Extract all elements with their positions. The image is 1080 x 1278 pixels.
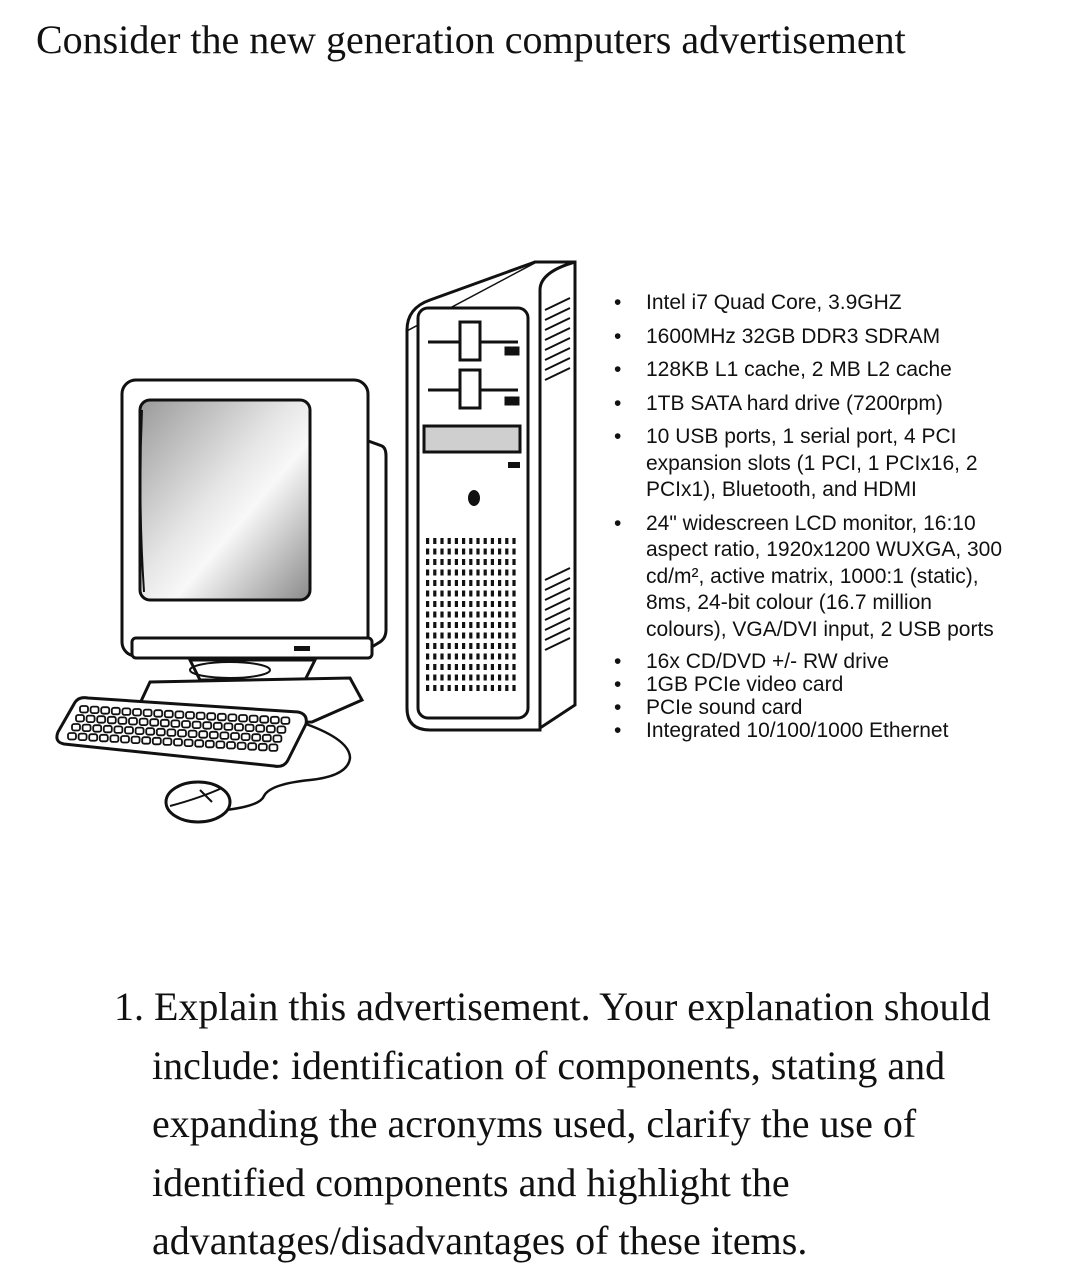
vent-slot xyxy=(476,580,479,586)
vent-slot xyxy=(469,601,472,607)
vent-slot xyxy=(505,685,508,691)
vent-slot xyxy=(455,580,458,586)
spec-item xyxy=(604,424,1004,504)
vent-slot xyxy=(426,675,429,681)
spec-text: Integrated 10/100/1000 Ethernet xyxy=(646,719,949,742)
vent-slot xyxy=(476,664,479,670)
vent-slot xyxy=(462,538,465,544)
vent-slot xyxy=(498,591,501,597)
spec-item xyxy=(604,290,1004,317)
vent-slot xyxy=(491,633,494,639)
vent-slot xyxy=(512,643,515,649)
vent-slot xyxy=(498,612,501,618)
vent-slot xyxy=(484,654,487,660)
vent-slot xyxy=(498,549,501,555)
vent-slot xyxy=(491,538,494,544)
vent-slot xyxy=(462,643,465,649)
vent-slot xyxy=(455,633,458,639)
vent-slot xyxy=(484,570,487,576)
vent-slot xyxy=(440,580,443,586)
vent-slot xyxy=(512,675,515,681)
vent-slot xyxy=(491,580,494,586)
question-body: Explain this advertisement. Your explanation should include: identification of components, stating and expanding the acronyms used, clarify the use of identified components and highlight the advantages/disadvantages of these items. xyxy=(152,984,991,1263)
vent-slot xyxy=(448,675,451,681)
vent-slot xyxy=(426,601,429,607)
vent-slot xyxy=(512,633,515,639)
vent-slot xyxy=(498,580,501,586)
vent-slot xyxy=(469,570,472,576)
vent-slot xyxy=(448,570,451,576)
vent-slot xyxy=(469,643,472,649)
vent-slot xyxy=(462,685,465,691)
vent-slot xyxy=(491,570,494,576)
spec-text: 1GB PCIe video card xyxy=(646,673,844,696)
vent-slot xyxy=(455,570,458,576)
vent-slot xyxy=(512,685,515,691)
vent-slot xyxy=(512,591,515,597)
vent-slot xyxy=(426,591,429,597)
vent-slot xyxy=(455,612,458,618)
vent-slot xyxy=(426,538,429,544)
vent-slot xyxy=(505,622,508,628)
vent-slot xyxy=(476,570,479,576)
vent-slot xyxy=(484,538,487,544)
spec-text: 128KB L1 cache, 2 MB L2 cache xyxy=(646,358,952,381)
vent-slot xyxy=(469,538,472,544)
vent-slot xyxy=(448,591,451,597)
page-heading: Consider the new generation computers advertisement xyxy=(36,17,906,62)
vent-slot xyxy=(426,570,429,576)
vent-slot xyxy=(448,559,451,565)
vent-slot xyxy=(505,633,508,639)
vent-slot xyxy=(455,654,458,660)
vent-slot xyxy=(505,612,508,618)
vent-slot xyxy=(455,601,458,607)
vent-slot xyxy=(469,664,472,670)
vent-slot xyxy=(469,654,472,660)
vent-slot xyxy=(433,633,436,639)
vent-slot xyxy=(433,580,436,586)
vent-slot xyxy=(433,643,436,649)
vent-slot xyxy=(448,685,451,691)
vent-slot xyxy=(498,685,501,691)
spec-item xyxy=(604,719,1004,742)
vent-slot xyxy=(498,675,501,681)
vent-slot xyxy=(433,601,436,607)
vent-slot xyxy=(512,549,515,555)
vent-slot xyxy=(484,580,487,586)
vent-slot xyxy=(440,685,443,691)
vent-slot xyxy=(433,570,436,576)
vent-slot xyxy=(455,538,458,544)
bullet-icon: • xyxy=(614,511,622,535)
spec-list xyxy=(604,290,1004,742)
vent-slot xyxy=(476,675,479,681)
vent-slot xyxy=(448,601,451,607)
computer-illustration xyxy=(50,250,600,850)
vent-slot xyxy=(512,570,515,576)
vent-slot xyxy=(491,549,494,555)
vent-slot xyxy=(491,559,494,565)
vent-slot xyxy=(426,580,429,586)
vent-slot xyxy=(476,622,479,628)
spec-text: Intel i7 Quad Core, 3.9GHZ xyxy=(646,291,902,314)
vent-slot xyxy=(491,664,494,670)
spec-item xyxy=(604,391,1004,418)
vent-slot xyxy=(462,601,465,607)
vent-slot xyxy=(440,664,443,670)
vent-slot xyxy=(505,591,508,597)
vent-slot xyxy=(491,685,494,691)
spec-text: 24" widescreen LCD monitor, 16:10 aspect ratio, 1920x1200 WUXGA, 300 cd/m², active matrix, 1000:1 (static), 8ms, 24-bit colour (16.7 million colours), VGA/DVI input, 2 USB ports xyxy=(646,511,1003,641)
vent-slot xyxy=(448,549,451,555)
vent-slot xyxy=(462,559,465,565)
vent-slot xyxy=(426,633,429,639)
vent-slot xyxy=(455,549,458,555)
spec-item xyxy=(604,696,1004,719)
vent-slot xyxy=(440,559,443,565)
vent-slot xyxy=(448,654,451,660)
vent-slot xyxy=(426,549,429,555)
vent-slot xyxy=(491,643,494,649)
vent-slot xyxy=(512,612,515,618)
vent-slot xyxy=(455,591,458,597)
vent-slot xyxy=(498,538,501,544)
vent-slot xyxy=(484,685,487,691)
spec-item xyxy=(604,673,1004,696)
vent-slot xyxy=(433,559,436,565)
vent-slot xyxy=(469,591,472,597)
vent-slot xyxy=(448,612,451,618)
vent-slot xyxy=(426,654,429,660)
vent-slot xyxy=(426,612,429,618)
vent-slot xyxy=(455,685,458,691)
vent-slot xyxy=(476,685,479,691)
vent-slot xyxy=(469,612,472,618)
bullet-icon: • xyxy=(614,324,622,348)
bullet-icon: • xyxy=(614,650,622,673)
vent-slot xyxy=(469,633,472,639)
vent-slot xyxy=(433,664,436,670)
vent-slot xyxy=(440,601,443,607)
vent-slot xyxy=(469,685,472,691)
vent-slot xyxy=(440,612,443,618)
vent-slot xyxy=(484,601,487,607)
vent-slot xyxy=(491,675,494,681)
spec-text: 16x CD/DVD +/- RW drive xyxy=(646,650,889,673)
vent-slot xyxy=(433,675,436,681)
question-1 xyxy=(76,978,1036,1271)
vent-slot xyxy=(498,654,501,660)
vent-slot xyxy=(476,549,479,555)
vent-slot xyxy=(498,633,501,639)
question-text xyxy=(76,978,1036,1271)
vent-slot xyxy=(433,685,436,691)
vent-slot xyxy=(476,612,479,618)
vent-slot xyxy=(505,601,508,607)
vent-slot xyxy=(491,591,494,597)
vent-slot xyxy=(469,622,472,628)
vent-slot xyxy=(469,549,472,555)
vent-slot xyxy=(469,559,472,565)
vent-slot xyxy=(462,549,465,555)
vent-slot xyxy=(505,549,508,555)
vent-slot xyxy=(455,643,458,649)
vent-slot xyxy=(484,591,487,597)
bullet-icon: • xyxy=(614,719,622,742)
vent-slot xyxy=(484,549,487,555)
bullet-icon: • xyxy=(614,358,622,381)
vent-slot xyxy=(484,559,487,565)
vent-slot xyxy=(433,622,436,628)
bullet-icon: • xyxy=(614,291,622,314)
bullet-icon: • xyxy=(614,696,622,719)
vent-slot xyxy=(462,580,465,586)
vent-slot xyxy=(433,591,436,597)
vent-slot xyxy=(491,654,494,660)
tower-case-icon xyxy=(407,262,575,730)
spec-text: 10 USB ports, 1 serial port, 4 PCI expansion slots (1 PCI, 1 PCIx16, 2 PCIx1), Bluetooth, and HDMI xyxy=(646,425,978,501)
vent-slot xyxy=(462,633,465,639)
vent-slot xyxy=(491,622,494,628)
vent-slot xyxy=(448,538,451,544)
vent-slot xyxy=(498,559,501,565)
vent-slot xyxy=(512,559,515,565)
bullet-icon: • xyxy=(614,391,622,415)
vent-slot xyxy=(433,654,436,660)
vent-slot xyxy=(484,664,487,670)
spec-item xyxy=(604,357,1004,384)
vent-slot xyxy=(498,664,501,670)
vent-slot xyxy=(476,643,479,649)
vent-slot xyxy=(448,633,451,639)
vent-slot xyxy=(433,549,436,555)
vent-slot xyxy=(440,538,443,544)
spec-text: 1600MHz 32GB DDR3 SDRAM xyxy=(646,324,941,348)
vent-slot xyxy=(505,664,508,670)
vent-slot xyxy=(426,559,429,565)
vent-slot xyxy=(426,643,429,649)
vent-slot xyxy=(440,622,443,628)
vent-slot xyxy=(505,675,508,681)
vent-slot xyxy=(491,612,494,618)
vent-slot xyxy=(505,580,508,586)
crt-monitor-icon xyxy=(122,380,386,724)
vent-slot xyxy=(448,622,451,628)
vent-slot xyxy=(433,612,436,618)
vent-slot xyxy=(491,601,494,607)
vent-slot xyxy=(484,643,487,649)
vent-slot xyxy=(462,591,465,597)
vent-slot xyxy=(512,538,515,544)
vent-slot xyxy=(484,612,487,618)
vent-slot xyxy=(498,622,501,628)
vent-slot xyxy=(476,633,479,639)
vent-slot xyxy=(448,643,451,649)
vent-slot xyxy=(433,538,436,544)
vent-slot xyxy=(440,591,443,597)
vent-slot xyxy=(462,570,465,576)
vent-slot xyxy=(462,622,465,628)
vent-slot xyxy=(476,559,479,565)
vent-slot xyxy=(448,664,451,670)
vent-slot xyxy=(505,559,508,565)
vent-slot xyxy=(440,570,443,576)
question-number: 1. xyxy=(114,984,144,1029)
spec-item xyxy=(604,511,1004,644)
vent-slot xyxy=(455,622,458,628)
spec-item xyxy=(604,324,1004,351)
vent-slot xyxy=(476,654,479,660)
vent-slot xyxy=(476,538,479,544)
vent-slot xyxy=(505,570,508,576)
vent-slot xyxy=(512,601,515,607)
vent-slot xyxy=(469,580,472,586)
bullet-icon: • xyxy=(614,425,622,448)
bullet-icon: • xyxy=(614,673,622,696)
vent-slot xyxy=(440,633,443,639)
vent-slot xyxy=(498,570,501,576)
vent-slot xyxy=(512,622,515,628)
vent-slot xyxy=(505,643,508,649)
vent-slot xyxy=(426,664,429,670)
vent-slot xyxy=(498,601,501,607)
vent-slot xyxy=(469,675,472,681)
vent-slot xyxy=(462,654,465,660)
vent-slot xyxy=(462,664,465,670)
vent-slot xyxy=(484,633,487,639)
vent-slot xyxy=(440,549,443,555)
vent-slot xyxy=(426,622,429,628)
vent-slot xyxy=(505,654,508,660)
vent-slot xyxy=(512,664,515,670)
vent-slot xyxy=(476,591,479,597)
vent-slot xyxy=(448,580,451,586)
vent-slot xyxy=(462,675,465,681)
spec-text: PCIe sound card xyxy=(646,696,803,719)
vent-slot xyxy=(455,675,458,681)
vent-slot xyxy=(505,538,508,544)
spec-text: 1TB SATA hard drive (7200rpm) xyxy=(646,391,943,415)
vent-slot xyxy=(476,601,479,607)
vent-slot xyxy=(484,675,487,681)
vent-slot xyxy=(455,559,458,565)
vent-slot xyxy=(498,643,501,649)
vent-slot xyxy=(512,654,515,660)
spec-item xyxy=(604,650,1004,673)
vent-slot xyxy=(462,612,465,618)
vent-slot xyxy=(440,643,443,649)
vent-slot xyxy=(440,675,443,681)
vent-slot xyxy=(484,622,487,628)
vent-slot xyxy=(455,664,458,670)
vent-slot xyxy=(440,654,443,660)
vent-slot xyxy=(512,580,515,586)
vent-slot xyxy=(426,685,429,691)
